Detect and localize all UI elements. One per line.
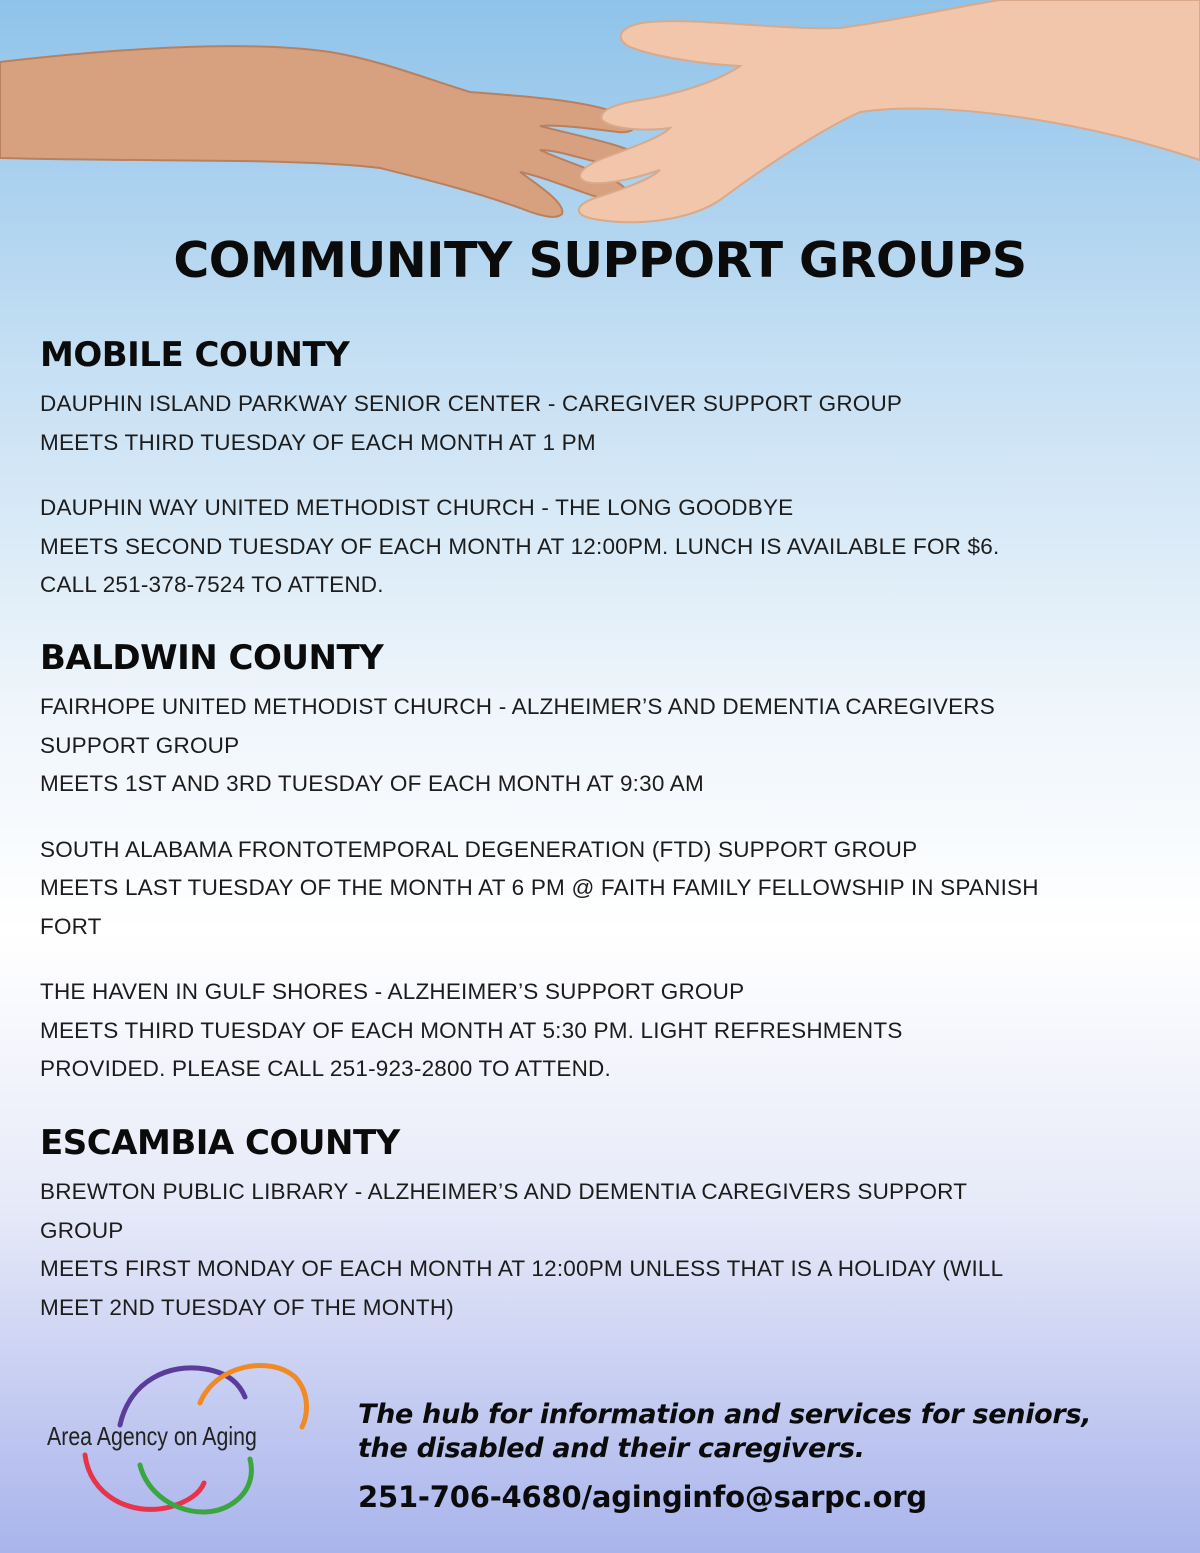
support-group-entry: [40, 831, 1150, 947]
group-line: MEETS LAST TUESDAY OF THE MONTH AT 6 PM @ FAITH FAMILY FELLOWSHIP IN SPANISH: [40, 875, 1039, 900]
mobile-county-section: [40, 331, 1150, 632]
group-line: FAIRHOPE UNITED METHODIST CHURCH - ALZHEIMER’S AND DEMENTIA CAREGIVERS: [40, 694, 995, 719]
group-line: MEETS SECOND TUESDAY OF EACH MONTH AT 12:00PM. LUNCH IS AVAILABLE FOR $6.: [40, 533, 1000, 559]
group-line: BREWTON PUBLIC LIBRARY - ALZHEIMER’S AND DEMENTIA CAREGIVERS SUPPORT: [40, 1179, 968, 1204]
group-line: MEETS THIRD TUESDAY OF EACH MONTH AT 5:30 PM. LIGHT REFRESHMENTS: [40, 1017, 903, 1043]
tagline: [358, 1398, 1158, 1466]
group-line: MEETS 1ST AND 3RD TUESDAY OF EACH MONTH AT 9:30 AM: [40, 771, 704, 796]
support-group-entry: [40, 489, 1150, 605]
group-line: THE HAVEN IN GULF SHORES - ALZHEIMER’S SUPPORT GROUP: [40, 979, 745, 1004]
county-heading: BALDWIN COUNTY: [40, 638, 384, 678]
county-heading: ESCAMBIA COUNTY: [40, 1123, 400, 1163]
group-line: SOUTH ALABAMA FRONTOTEMPORAL DEGENERATION (FTD) SUPPORT GROUP: [40, 836, 918, 862]
reaching-hands-illustration: [0, 0, 1200, 225]
group-line: MEET 2ND TUESDAY OF THE MONTH): [40, 1294, 454, 1320]
group-line: SUPPORT GROUP: [40, 732, 240, 758]
left-hand-icon: [0, 46, 642, 217]
group-line: MEETS FIRST MONDAY OF EACH MONTH AT 12:00PM UNLESS THAT IS A HOLIDAY (WILL: [40, 1256, 1004, 1281]
baldwin-county-section: [40, 634, 1150, 1116]
logo-ring-green: [140, 1459, 251, 1512]
group-line: DAUPHIN ISLAND PARKWAY SENIOR CENTER - CAREGIVER SUPPORT GROUP: [40, 391, 903, 416]
group-line: FORT: [40, 913, 102, 939]
group-line: CALL 251-378-7524 TO ATTEND.: [40, 572, 384, 597]
right-hand-icon: [579, 0, 1200, 222]
support-group-entry: [40, 973, 1150, 1089]
page-title: COMMUNITY SUPPORT GROUPS: [173, 232, 1027, 289]
tagline-line: the disabled and their caregivers.: [358, 1433, 865, 1464]
group-line: DAUPHIN WAY UNITED METHODIST CHURCH - THE LONG GOODBYE: [40, 495, 794, 520]
support-group-entry: [40, 1173, 1150, 1327]
group-line: MEETS THIRD TUESDAY OF EACH MONTH AT 1 PM: [40, 429, 596, 455]
support-group-entry: [40, 688, 1150, 804]
escambia-county-section: [40, 1119, 1150, 1354]
logo-ring-orange: [200, 1365, 306, 1427]
contact-info: 251-706-4680/aginginfo@sarpc.org: [358, 1480, 927, 1514]
logo-wordmark: Area Agency on Aging: [47, 1421, 257, 1451]
group-line: GROUP: [40, 1217, 124, 1243]
group-line: PROVIDED. PLEASE CALL 251-923-2800 TO ATTEND.: [40, 1056, 611, 1081]
support-group-entry: [40, 385, 1150, 462]
tagline-line: The hub for information and services for seniors,: [358, 1399, 1092, 1430]
county-heading: MOBILE COUNTY: [40, 335, 350, 375]
